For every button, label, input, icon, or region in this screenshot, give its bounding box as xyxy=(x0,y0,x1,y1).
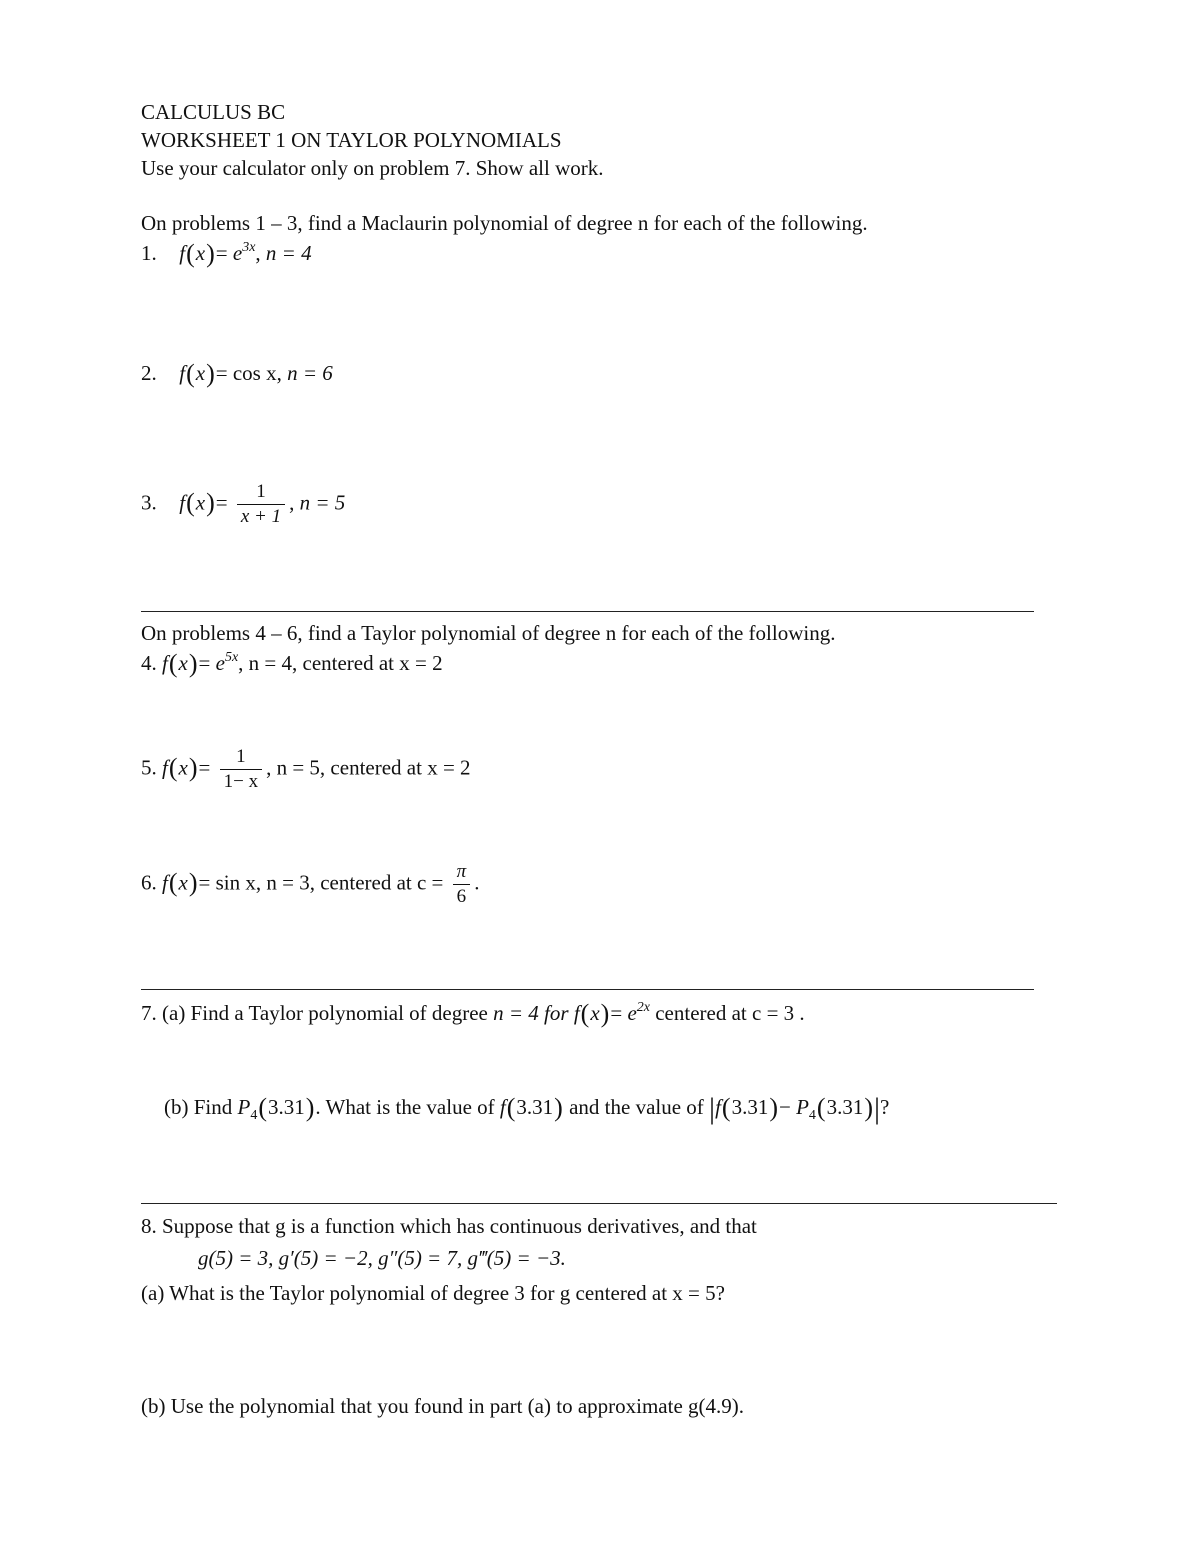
problem-3-number: 3. xyxy=(141,490,157,515)
problem-7b-find: (b) Find xyxy=(164,1095,233,1119)
problem-5-fraction xyxy=(220,745,262,794)
problem-6-fraction xyxy=(453,860,471,909)
problem-7a-exponent: 2x xyxy=(636,1000,650,1015)
problem-4-details: n = 4, centered at x = 2 xyxy=(248,651,443,675)
problem-2-number: 2. xyxy=(141,361,157,385)
problem-5-denominator: 1− x xyxy=(223,771,259,792)
problem-4: 4. $f(x)= e^{5x}$, n = 4, centered at x = 2 xyxy=(141,649,443,678)
problem-3-degree: n = 5 xyxy=(299,490,346,515)
problem-6-function: sin x, xyxy=(215,870,262,895)
problem-8a: (a) What is the Taylor polynomial of degree 3 for g centered at x = 5? xyxy=(141,1281,725,1305)
problem-6-numerator: π xyxy=(453,860,471,885)
section-divider-2 xyxy=(141,989,1034,990)
section1-intro: On problems 1 – 3, find a Maclaurin polynomial of degree n for each of the following. xyxy=(141,211,868,235)
problem-1-degree: n = 4 xyxy=(265,241,312,265)
polynomial-symbol: P xyxy=(237,1095,251,1119)
section-divider-1 xyxy=(141,611,1034,612)
course-title: CALCULUS BC xyxy=(141,100,286,124)
problem-3: 3. f(x)= $\frac{1}{x + 1}$ , n = 5 xyxy=(141,481,346,527)
problem-8-intro: 8. Suppose that g is a function which has continuous derivatives, and that xyxy=(141,1214,757,1238)
problem-8b: (b) Use the polynomial that you found in part (a) to approximate g(4.9). xyxy=(141,1394,745,1418)
problem-7a-text: 7. (a) Find a Taylor polynomial of degree xyxy=(141,1001,488,1025)
problem-1: 1. $f(x)= e^{3x}$, n = 4 xyxy=(141,239,312,268)
problem-2: 2. f(x)= cos x, n = 6 xyxy=(141,359,333,388)
problem-3-numerator: 1 xyxy=(237,480,285,505)
problem-4-exponent: 5x xyxy=(224,650,239,665)
section2-intro: On problems 4 – 6, find a Taylor polynomial of degree n for each of the following. xyxy=(141,621,836,645)
problem-5-numerator: 1 xyxy=(220,745,262,770)
problem-5-number: 5. xyxy=(141,755,157,780)
problem-7a-center: centered at c = 3 . xyxy=(655,1001,805,1025)
problem-7a: 7. (a) Find a Taylor polynomial of degree n = 4 for $f(x)= e^{2x}$ centered at c = 3 . xyxy=(141,999,805,1028)
problem-2-degree: n = 6 xyxy=(287,361,333,385)
problem-1-exponent: 3x xyxy=(242,240,256,255)
section-divider-3 xyxy=(141,1203,1057,1204)
problem-1-number: 1. xyxy=(141,241,157,265)
problem-3-fraction xyxy=(237,480,285,529)
problem-7b-and: and the value of xyxy=(569,1095,704,1119)
problem-7b-end: ? xyxy=(880,1095,890,1119)
polynomial-subscript: 4 xyxy=(250,1108,258,1123)
problem-5: 5. f(x)= $\frac{1}{1- x}$ , n = 5, centered at x = 2 xyxy=(141,746,471,792)
problem-7b: (b) Find $P_4(3.31)$. What is the value of f(3.31) and the value of $|f(3.31)- P_4(3.31)|$? xyxy=(164,1092,890,1125)
problem-4-number: 4. xyxy=(141,651,157,675)
problem-3-denominator: x + 1 xyxy=(240,506,282,527)
instructions: Use your calculator only on problem 7. Show all work. xyxy=(141,156,604,180)
problem-5-details: n = 5, centered at x = 2 xyxy=(276,755,471,780)
problem-8-values: g(5) = 3, g′(5) = −2, g″(5) = 7, g‴(5) = −3. xyxy=(198,1246,566,1270)
problem-2-function: cos x, xyxy=(232,361,282,385)
problem-7a-degree: n = 4 for xyxy=(493,1001,569,1025)
problem-7b-question: . What is the value of xyxy=(315,1095,495,1119)
problem-6-details: n = 3, centered at c = xyxy=(266,870,444,895)
problem-6-denominator: 6 xyxy=(456,886,467,907)
worksheet-title: WORKSHEET 1 ON TAYLOR POLYNOMIALS xyxy=(141,128,562,152)
problem-7b-argument: 3.31 xyxy=(268,1095,305,1119)
problem-6: 6. f(x)= sin x, n = 3, centered at c = $\frac{\pi}{6}$ . xyxy=(141,861,480,907)
problem-6-number: 6. xyxy=(141,870,157,895)
